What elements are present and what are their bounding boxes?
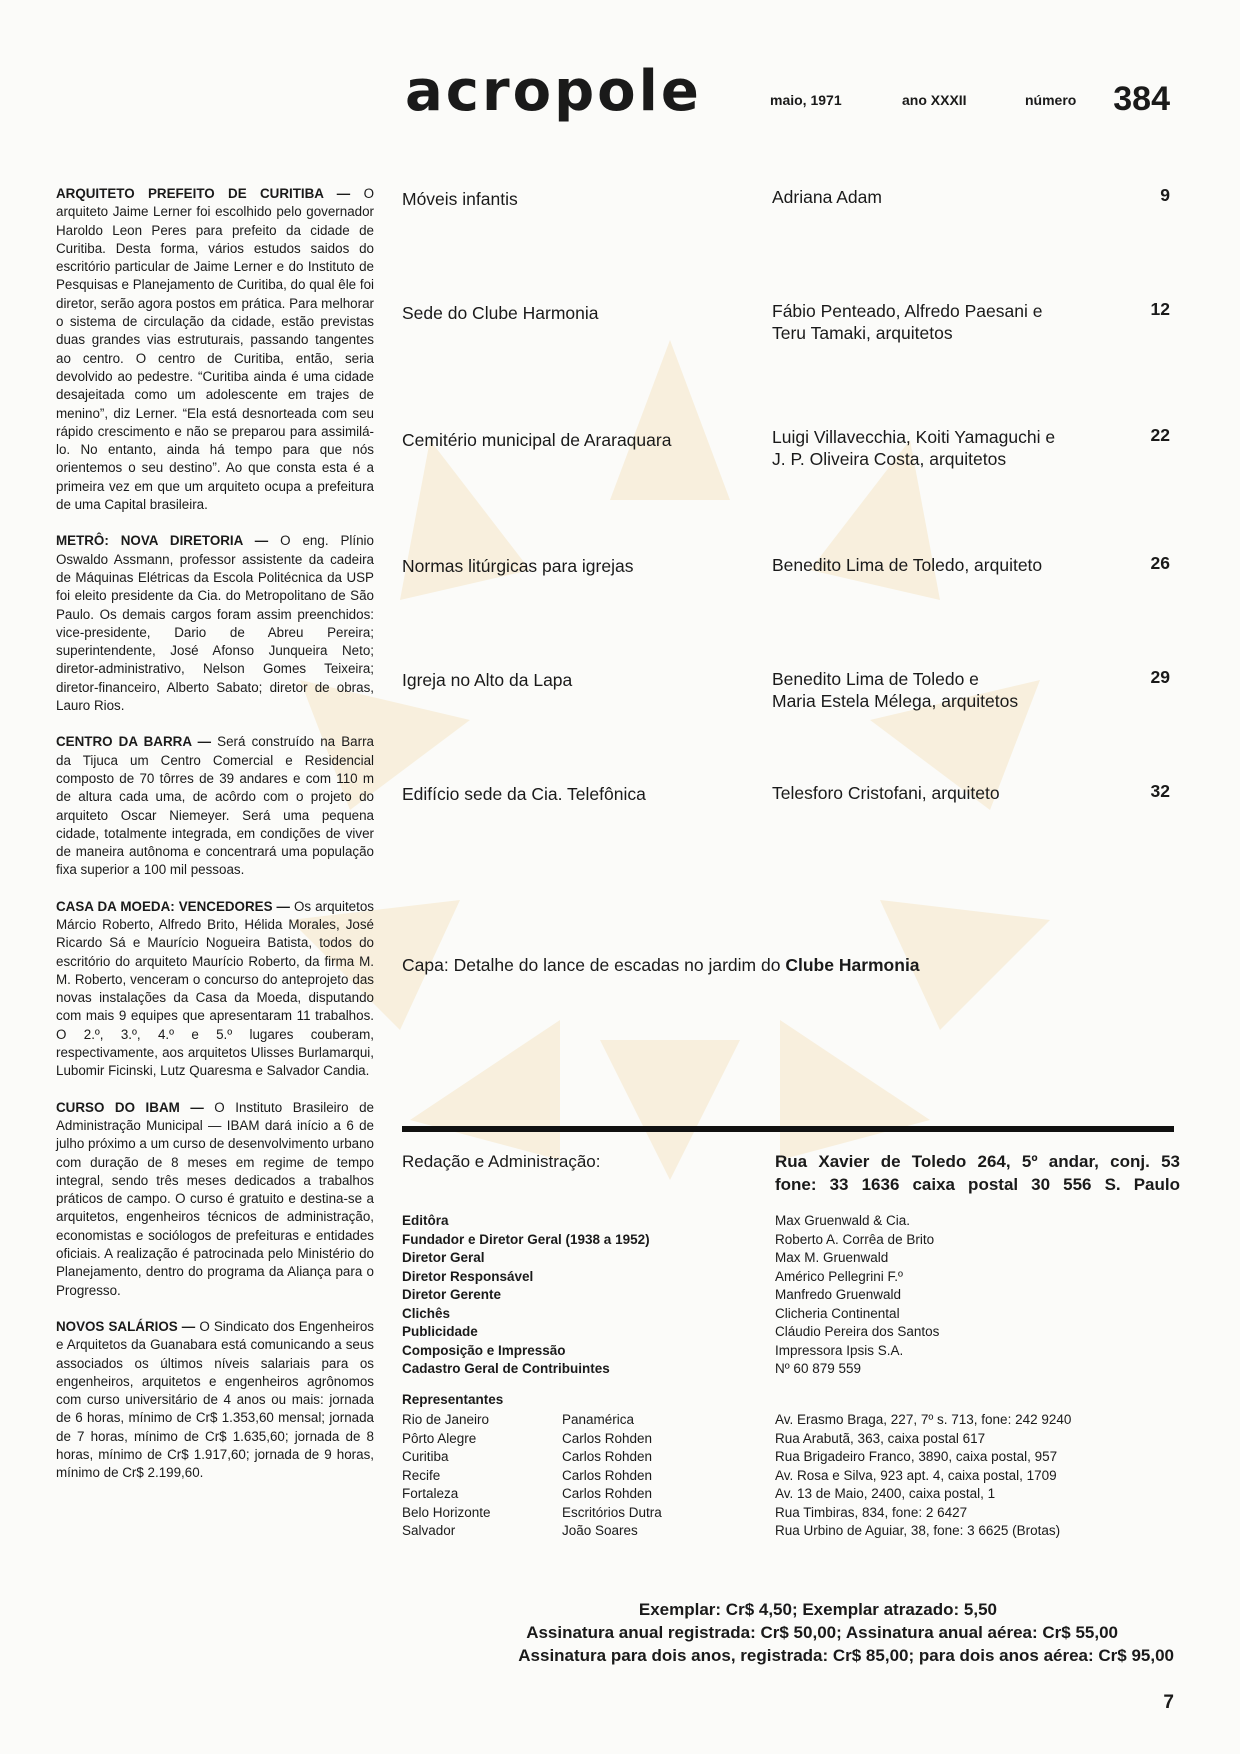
toc-title[interactable]: Cemitério municipal de Araraquara	[402, 430, 672, 450]
price-annual: Assinatura anual registrada: Cr$ 50,00; Assinatura anual aérea: Cr$ 55,00	[526, 1623, 1118, 1642]
cover-caption: Capa: Detalhe do lance de escadas no jardim do Clube Harmonia	[402, 955, 920, 975]
toc-page[interactable]: 9	[1160, 185, 1170, 205]
issue-year: ano XXXII	[902, 92, 967, 108]
toc-author: Fábio Penteado, Alfredo Paesani e Teru Tamaki, arquitetos	[772, 301, 1043, 343]
toc-title[interactable]: Edifício sede da Cia. Telefônica	[402, 784, 646, 804]
rep-cities: Rio de Janeiro Pôrto Alegre Curitiba Recife Fortaleza Belo Horizonte Salvador	[402, 1412, 491, 1538]
toc-page[interactable]: 32	[1150, 781, 1170, 801]
news-item: CENTRO DA BARRA — Será construído na Barra da Tijuca um Centro Comercial e Residencial composto de 70 tôrres de 39 andares e com 110 m de altura cada uma, de acôrdo com o projeto do arquiteto Oscar Niemeyer. Será uma pequena cidade, totalmente integrada, em condições de viver de maneira autônoma e concentrará uma população fixa superior a 100 mil pessoas.	[56, 734, 374, 878]
representatives-label: Representantes	[402, 1392, 504, 1407]
issue-date: maio, 1971	[770, 92, 842, 108]
news-item: CURSO DO IBAM — O Instituto Brasileiro de Administração Municipal — IBAM dará início a 6 de julho próximo a um curso de desenvolvimento urbano com duração de 8 meses em regime de tempo integral, sendo três meses dedicados a trabalhos práticos de campo. O curso é gratuito e destina-se a arquitetos, engenheiros técnicos de administração, economistas e sociólogos de prefeituras e entidades oficiais. A realização é patrocinada pelo Ministério do Planejamento, dentro do programa da Aliança para o Progresso.	[56, 1099, 374, 1298]
editorial-address: Rua Xavier de Toledo 264, 5º andar, conj. 53 fone: 33 1636 caixa postal 30 556 S. Paulo	[775, 1152, 1180, 1194]
toc-title[interactable]: Normas litúrgicas para igrejas	[402, 556, 634, 576]
staff-names: Max Gruenwald & Cia. Roberto A. Corrêa de Brito Max M. Gruenwald Américo Pellegrini F.º Manfredo Gruenwald Clicheria Continental Cláudio Pereira dos Santos Impressora Ipsis S.A. Nº 60 879 559	[775, 1213, 940, 1376]
issue-number: 384	[1113, 80, 1170, 118]
toc-title[interactable]: Igreja no Alto da Lapa	[402, 670, 573, 690]
toc-author: Luigi Villavecchia, Koiti Yamaguchi e J. P. Oliveira Costa, arquitetos	[772, 427, 1056, 469]
rep-addresses: Av. Erasmo Braga, 227, 7º s. 713, fone: 242 9240 Rua Arabutã, 363, caixa postal 617 Rua Brigadeiro Franco, 3890, caixa postal, 957 Av. Rosa e Silva, 923 apt. 4, caixa postal, 1709 Av. 13 de Maio, 2400, caixa postal, 1 Rua Timbiras, 834, fone: 2 6427 Rua Urbino de Aguiar, 38, fone: 3 6625 (Brotas)	[775, 1412, 1072, 1538]
toc-author: Adriana Adam	[772, 187, 882, 207]
toc-title[interactable]: Móveis infantis	[402, 189, 518, 209]
staff-roles: Editôra Fundador e Diretor Geral (1938 a 1952) Diretor Geral Diretor Responsável Diretor Gerente Clichês Publicidade Composição e Impressão Cadastro Geral de Contribuintes	[402, 1213, 650, 1376]
news-column	[56, 185, 374, 1501]
toc-author: Benedito Lima de Toledo, arquiteto	[772, 555, 1043, 575]
toc-author: Telesforo Cristofani, arquiteto	[772, 783, 1000, 803]
toc-page[interactable]: 12	[1150, 299, 1170, 319]
news-item: ARQUITETO PREFEITO DE CURITIBA — O arquiteto Jaime Lerner foi escolhido pelo governador Haroldo Leon Peres para prefeito da cidade de Curitiba. Desta forma, vários estudos saidos do escritório particular de Jaime Lerner e do Instituto de Pesquisas e Planejamento de Curitiba, do qual êle foi diretor, serão agora postos em prática. Para melhorar o sistema de circulação da cidade, estão previstas duas grandes vias estruturais, passando tangentes ao centro. O centro de Curitiba, então, seria devolvido ao pedestre. “Curitiba ainda é uma cidade desajeitada como um adolescente em trajes de menino”, diz Lerner. “Ela está desnorteada com seu rápido crescimento e não se preparou para assimilá-lo. No entanto, ainda há tempo para que nós orientemos o seu destino”. Ao que consta esta é a primeira vez em que um arquiteto ocupa a prefeitura de uma Capital brasileira.	[56, 186, 374, 513]
price-two-years: Assinatura para dois anos, registrada: Cr$ 85,00; para dois anos aérea: Cr$ 95,00	[518, 1646, 1174, 1665]
news-item: METRÔ: NOVA DIRETORIA — O eng. Plínio Oswaldo Assmann, professor assistente da cadeira de Máquinas Elétricas da Escola Politécnica da USP foi eleito presidente da Cia. do Metropolitano de São Paulo. Os demais cargos foram assim preenchidos: vice-presidente, Dario de Abreu Pereira; superintendente, José Afonso Junqueira Neto; diretor-administrativo, Nelson Gomes Teixeira; diretor-financeiro, Alberto Sabato; diretor de obras, Lauro Rios.	[56, 533, 374, 714]
toc-author: Benedito Lima de Toledo e Maria Estela Mélega, arquitetos	[772, 669, 1019, 711]
news-item: CASA DA MOEDA: VENCEDORES — Os arquitetos Márcio Roberto, Alfredo Brito, Hélida Morales, José Ricardo Sá e Maurício Nogueira Batista, todos do escritório do arquiteto Maurício Roberto, da firma M. M. Roberto, venceram o concurso do anteprojeto das novas instalações da Casa da Moeda, disputando com mais 9 equipes que apresentaram 11 trabalhos. O 2.º, 3.º, 4.º e 5.º lugares couberam, respectivamente, aos arquitetos Ulisses Burlamarqui, Lubomir Ficinski, Lutz Quaresma e Salvador Candia.	[56, 898, 374, 1079]
toc-page[interactable]: 22	[1150, 425, 1170, 445]
rep-names: Panamérica Carlos Rohden Carlos Rohden Carlos Rohden Carlos Rohden Escritórios Dutra João Soares	[562, 1412, 662, 1538]
divider-rule	[402, 1126, 1174, 1132]
issue-number-label: número	[1025, 92, 1077, 108]
toc-title[interactable]: Sede do Clube Harmonia	[402, 303, 599, 323]
toc-page[interactable]: 29	[1150, 667, 1170, 687]
toc-page[interactable]: 26	[1150, 553, 1170, 573]
magazine-logo: acropole	[405, 59, 702, 124]
page-number: 7	[1163, 1692, 1174, 1713]
price-single: Exemplar: Cr$ 4,50; Exemplar atrazado: 5,50	[638, 1600, 997, 1619]
news-item: NOVOS SALÁRIOS — O Sindicato dos Engenheiros e Arquitetos da Guanabara está comunicando a seus associados os últimos níveis salariais para os engenheiros, arquitetos e engenheiros agrônomos com curso universitário de 4 anos ou mais: jornada de 6 horas, mínimo de Cr$ 1.353,60 mensal; jornada de 7 horas, mínimo de Cr$ 1.635,60; jornada de 8 horas, mínimo de Cr$ 1.917,60; jornada de 9 horas, mínimo de Cr$ 2.199,60.	[56, 1318, 374, 1481]
redacao-label: Redação e Administração:	[402, 1152, 601, 1171]
